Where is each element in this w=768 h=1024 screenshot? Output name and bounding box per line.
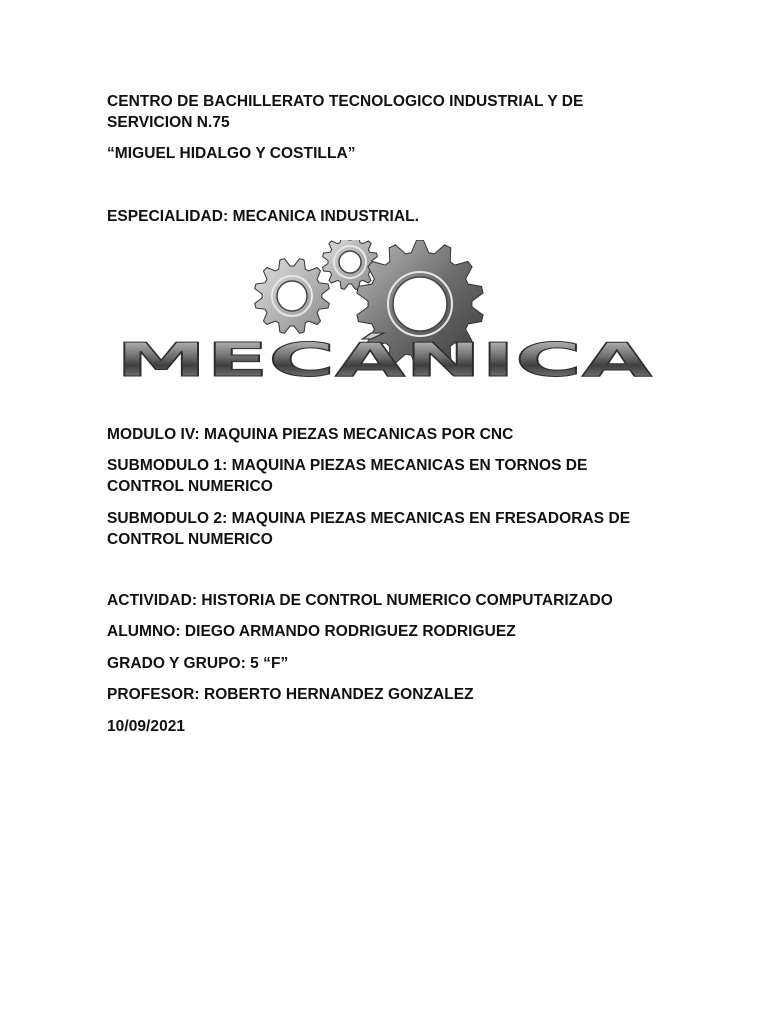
submodule-1-line-1: SUBMODULO 1: MAQUINA PIEZAS MECANICAS EN TORNOS DE <box>107 457 588 474</box>
mecanica-logo <box>110 240 658 382</box>
teacher-name: PROFESOR: ROBERTO HERNANDEZ GONZALEZ <box>107 686 474 703</box>
submodule-2-line-2: CONTROL NUMERICO <box>107 531 273 548</box>
school-name: “MIGUEL HIDALGO Y COSTILLA” <box>107 145 356 162</box>
institution-line-1: CENTRO DE BACHILLERATO TECNOLOGICO INDUSTRIAL Y DE <box>107 93 584 110</box>
medium-left-gear-icon <box>255 259 330 334</box>
logo-word: MECÁNICA <box>116 333 653 382</box>
grade-group: GRADO Y GRUPO: 5 “F” <box>107 655 289 672</box>
institution-line-2: SERVICION N.75 <box>107 114 230 131</box>
specialty: ESPECIALIDAD: MECANICA INDUSTRIAL. <box>107 208 419 225</box>
student-name: ALUMNO: DIEGO ARMANDO RODRIGUEZ RODRIGUEZ <box>107 623 516 640</box>
submodule-1-line-2: CONTROL NUMERICO <box>107 478 273 495</box>
date: 10/09/2021 <box>107 718 186 735</box>
activity: ACTIVIDAD: HISTORIA DE CONTROL NUMERICO COMPUTARIZADO <box>107 592 613 609</box>
submodule-2-line-1: SUBMODULO 2: MAQUINA PIEZAS MECANICAS EN FRESADORAS DE <box>107 510 631 527</box>
module-title: MODULO IV: MAQUINA PIEZAS MECANICAS POR CNC <box>107 426 514 443</box>
